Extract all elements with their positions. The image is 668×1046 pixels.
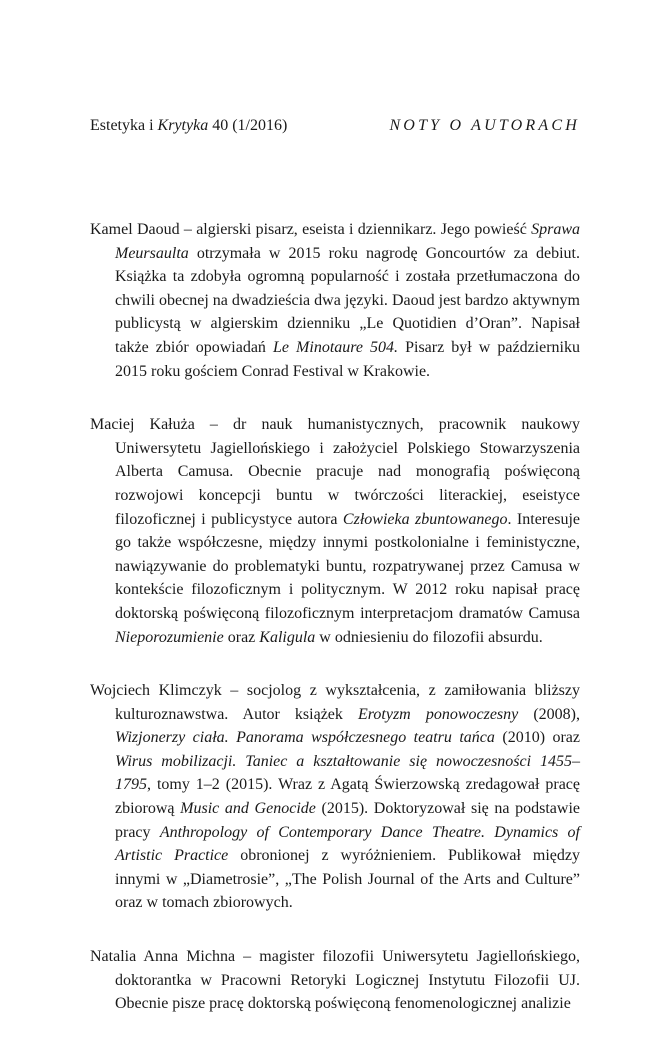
entry-text: (2008), [518,705,581,723]
entry-text: Wojciech Klimczyk – socjolog z wykształcenia, z zamiłowania bliższy kulturoznawstwa. Autor książek [90,682,580,723]
book-title: Wizjonerzy ciała. Panorama współczesnego teatru tańca [115,729,495,747]
entry-text: . Interesuje go także współczesne, między innymi postkolonialne i feministyczne, nawiązywanie do problematyki buntu, rozpatrywanej przez Camusa w kontekście filozoficznym i politycznym. W 2012 roku napisał pracę doktorską poświęconą filozoficznym interpretacjom dramatów Camusa [115,510,581,622]
entry-text: (2010) oraz [494,729,580,747]
entry-text: (2015). Doktoryzował się na podstawie pracy [115,800,580,841]
author-note-kaluza [90,413,580,649]
journal-name-part: Estetyka i [90,117,158,134]
book-title: Music and Genocide [180,800,316,818]
journal-issue: 40 (1/2016) [208,117,288,134]
entry-text: Kamel Daoud – algierski pisarz, eseista i dziennikarz. Jego powieść [90,221,532,238]
entry-text: Natalia Anna Michna – magister filozofii Uniwersytetu Jagiellońskiego, doktorantka w Pracowni Retoryki Logicznej Instytutu Filozofii UJ. Obecnie pisze pracę doktorską poświęconą fenomenologicznej analizie [90,948,580,1013]
author-note-michna [90,945,580,1016]
entry-text: , tomy 1–2 (2015). Wraz z Agatą Świerzowską zredagował pracę zbiorową [115,776,580,818]
author-note-daoud [90,218,580,383]
entry-text: oraz [223,628,260,646]
author-note-klimczyk [90,679,580,915]
journal-citation [90,116,287,136]
book-title: Anthropology of Contemporary Dance Theatre. Dynamics of Artistic Practice [115,823,580,865]
book-title: Nieporozumienie [115,628,224,646]
entry-text: obronionej z wyróżnieniem. Publikował między innymi w „Diametrosie”, „The Polish Journal of the Arts and Culture” oraz w tomach zbiorowych. [115,847,580,912]
entry-text: w odniesieniu do filozofii absurdu. [315,628,543,646]
entry-text: Pisarz był w październiku 2015 roku gościem Conrad Festival w Krakowie. [115,338,581,380]
book-title: Le Minotaure 504. [273,338,399,356]
book-title: Człowieka zbuntowanego [342,510,508,528]
journal-name-italic: Krytyka [157,117,209,134]
book-title: Kaligula [259,628,316,646]
entry-text: Maciej Kałuża – dr nauk humanistycznych, pracownik naukowy Uniwersytetu Jagiellońskiego i założyciel Polskiego Stowarzyszenia Alberta Camusa. Obecnie pracuje nad monografią poświęconą rozwojowi koncepcji buntu w twórczości literackiej, eseistyce filozoficznej i publicystyce autora [90,416,580,528]
book-title: Erotyzm ponowoczesny [358,705,519,723]
author-notes [90,218,580,1046]
book-title: Sprawa Meursaulta [115,221,580,262]
entry-text: otrzymała w 2015 roku nagrodę Goncourtów za debiut. Książka ta zdobyła ogromną popularność i została przetłumaczona do chwili obecnej na dwadzieścia dwa języki. Daoud jest bardzo aktywnym publicystą w algierskim dzienniku „Le Quotidien d’Oran”. Napisał także zbiór opowiadań [115,244,580,356]
running-header [90,116,580,136]
section-title: NOTY O AUTORACH [389,117,580,134]
book-title: Wirus mobilizacji. Taniec a kształtowanie się nowoczesności 1455–1795 [115,752,580,794]
